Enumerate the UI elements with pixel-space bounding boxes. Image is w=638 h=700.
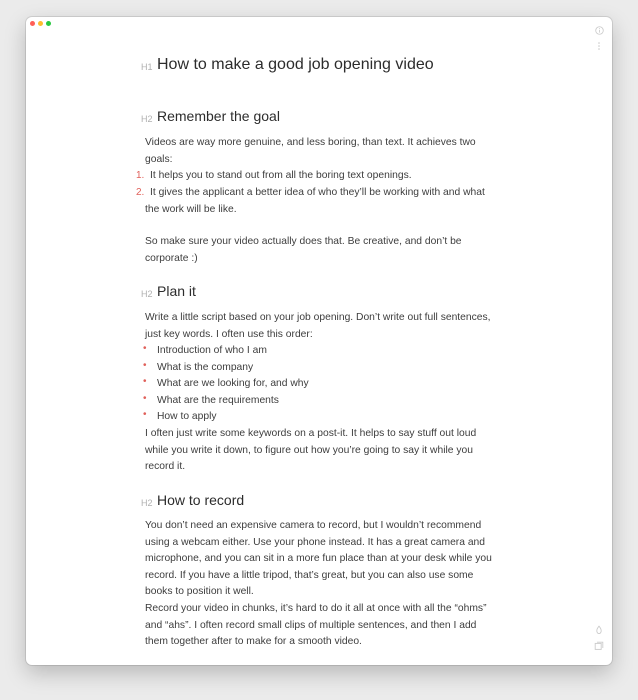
- paragraph: Write a little script based on your job opening. Don’t write out full sentences, just key words. I often use this order:: [145, 312, 491, 340]
- paragraph: Videos are way more genuine, and less boring, than text. It achieves two goals:: [145, 137, 476, 165]
- list-number: 2.: [136, 187, 145, 198]
- paragraph: I often just write some keywords on a post-it. It helps to say stuff out loud while you write it down, to figure out how you’re going to say it while you record it.: [145, 428, 477, 473]
- heading-marker: H2: [141, 289, 153, 299]
- zoom-button[interactable]: [46, 21, 51, 26]
- section-heading: Remember the goal: [157, 108, 280, 124]
- list-item-text: It gives the applicant a better idea of who they’ll be working with and what the work will be like.: [145, 187, 485, 215]
- bullet-marker: •: [143, 376, 147, 387]
- bullet-item: What are we looking for, and why: [157, 378, 309, 389]
- section-heading: How to record: [157, 492, 245, 508]
- info-icon[interactable]: [594, 25, 604, 35]
- section-heading: Plan it: [157, 283, 196, 299]
- paragraph: So make sure your video actually does that. Be creative, and don’t be corporate :): [145, 236, 462, 264]
- heading-marker: H2: [141, 498, 153, 508]
- heading-marker: H1: [141, 62, 153, 72]
- more-icon[interactable]: [594, 41, 604, 51]
- editor-window: [26, 17, 612, 665]
- bullet-item: What are the requirements: [157, 395, 279, 406]
- paragraph: You don’t need an expensive camera to record, but I wouldn’t recommend using a webcam either. Use your phone instead. It has a great camera and microphone, and you can sit in a more fun place than at your desk while you record. If you have a little tripod, that’s great, but you can also use some books to position it well.: [145, 520, 492, 598]
- eye-icon[interactable]: [594, 625, 604, 635]
- bullet-marker: •: [143, 360, 147, 371]
- bullet-item: What is the company: [157, 362, 254, 373]
- bottom-right-tools: [594, 625, 604, 657]
- bullet-marker: •: [143, 343, 147, 354]
- list-item-text: It helps you to stand out from all the boring text openings.: [150, 170, 412, 181]
- document-title: How to make a good job opening video: [157, 56, 434, 73]
- list-item: [136, 185, 495, 218]
- bullet-marker: •: [143, 393, 147, 404]
- paragraph: Record your video in chunks, it’s hard to do it all at once with all the “ohms” and “ahs”. I often record small clips of multiple sentences, and then I add them together after to make for a smooth video.: [145, 603, 487, 648]
- window-controls: [30, 21, 51, 26]
- bullet-item: How to apply: [157, 411, 217, 422]
- minimize-button[interactable]: [38, 21, 43, 26]
- bullet-item: Introduction of who I am: [157, 345, 267, 356]
- copy-icon[interactable]: [594, 641, 604, 651]
- bullet-marker: •: [143, 409, 147, 420]
- close-button[interactable]: [30, 21, 35, 26]
- heading-marker: H2: [141, 114, 153, 124]
- top-right-tools: [594, 25, 604, 57]
- list-number: 1.: [136, 170, 145, 181]
